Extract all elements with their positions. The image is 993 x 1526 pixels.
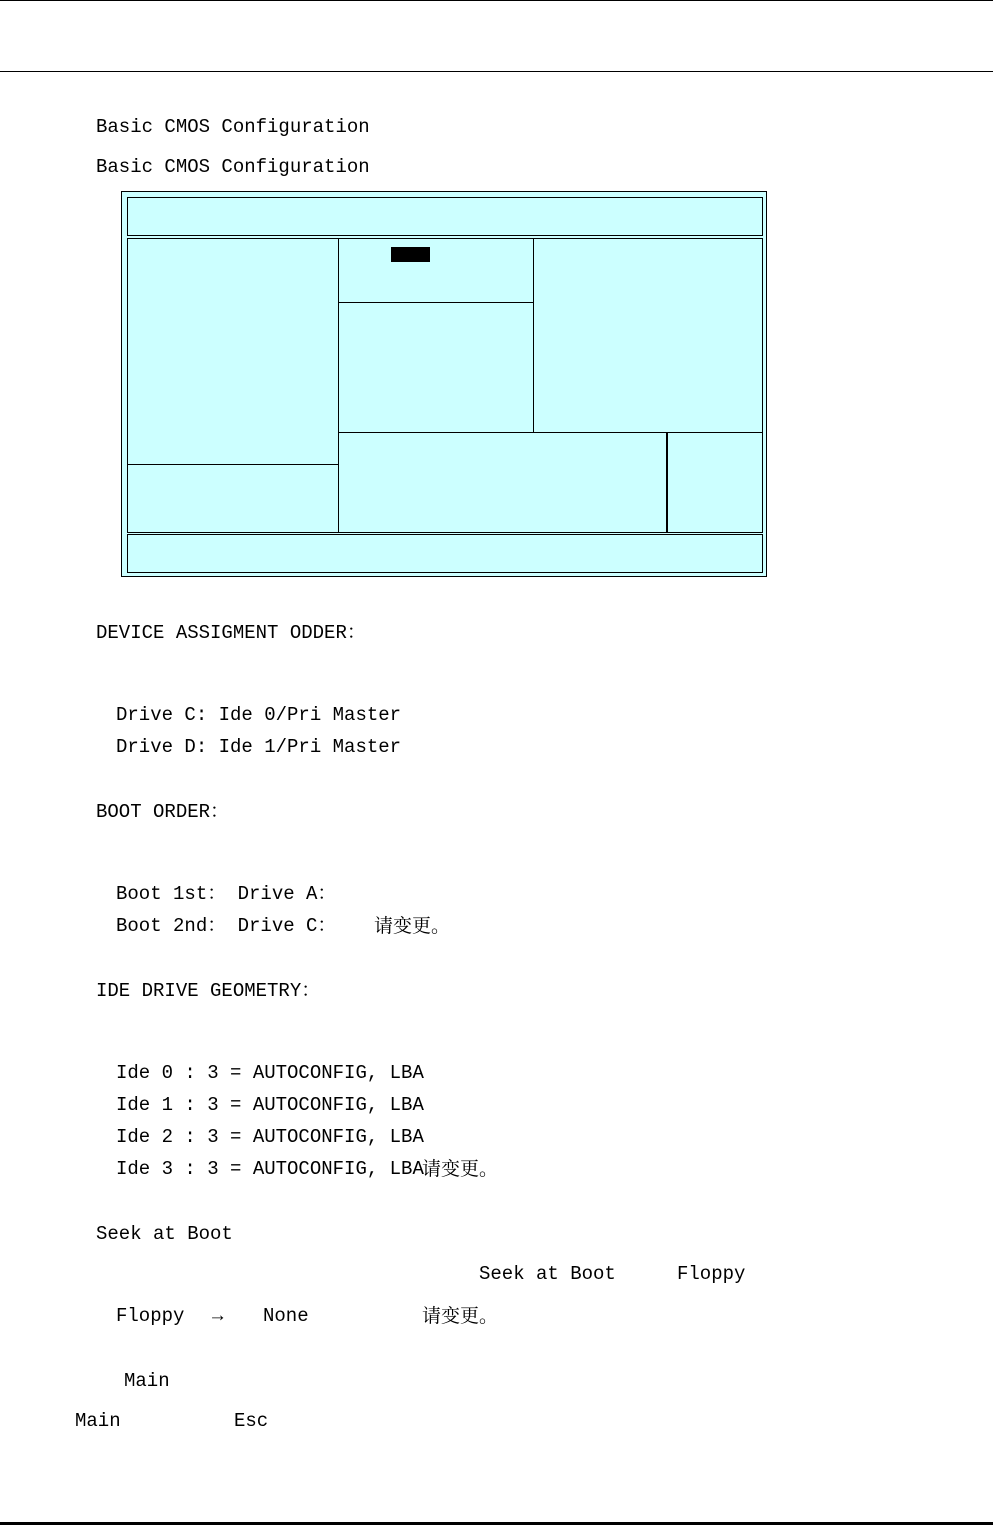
boot-order-note: 请变更。 — [374, 915, 451, 937]
heading-line-1: Basic CMOS Configuration — [96, 116, 370, 138]
heading-line-2: Basic CMOS Configuration — [96, 156, 370, 178]
device-assignment-label: DEVICE ASSIGMENT ODDER： — [96, 622, 366, 644]
boot-order-label: BOOT ORDER： — [96, 801, 230, 823]
bios-status-bar — [127, 534, 763, 573]
ide-geometry-note: 请变更。 — [422, 1158, 499, 1180]
device-assignment-item: Drive D: Ide 1/Pri Master — [116, 736, 402, 758]
device-assignment-item: Drive C: Ide 0/Pri Master — [116, 704, 402, 726]
seek-at-boot-note: 请变更。 — [422, 1305, 499, 1327]
header-rule — [0, 71, 993, 72]
boot-order-item: Boot 2nd： Drive C： — [116, 915, 337, 937]
bios-divider-lower-horizontal — [339, 432, 762, 433]
bios-selection-cursor — [391, 247, 430, 262]
ide-geometry-label: IDE DRIVE GEOMETRY： — [96, 980, 321, 1002]
ide-geometry-item: Ide 0 : 3 = AUTOCONFIG, LBA — [116, 1062, 424, 1084]
bios-divider-middle-horizontal — [339, 302, 533, 303]
right-arrow-icon: → — [212, 1305, 224, 1327]
seek-at-boot-to: None — [263, 1305, 309, 1327]
bios-divider-middle-column — [533, 239, 534, 433]
bios-divider-left-column — [338, 239, 339, 532]
ide-geometry-item: Ide 3 : 3 = AUTOCONFIG, LBA — [116, 1158, 424, 1180]
seek-at-boot-ref-value: Floppy — [677, 1263, 746, 1285]
bios-divider-left-horizontal — [128, 464, 338, 465]
esc-key-label: Esc — [234, 1410, 269, 1432]
seek-at-boot-label: Seek at Boot — [96, 1223, 233, 1245]
main-label: Main — [124, 1370, 170, 1392]
bios-divider-lower-right-column — [666, 433, 668, 532]
ide-geometry-item: Ide 2 : 3 = AUTOCONFIG, LBA — [116, 1126, 424, 1148]
boot-order-item: Boot 1st： Drive A： — [116, 883, 337, 905]
ide-geometry-item: Ide 1 : 3 = AUTOCONFIG, LBA — [116, 1094, 424, 1116]
bios-screen-diagram — [121, 191, 767, 577]
bottom-rule — [0, 1522, 993, 1525]
bios-title-bar — [127, 197, 763, 236]
top-rule — [0, 0, 993, 1]
main-label-2: Main — [75, 1410, 121, 1432]
seek-at-boot-from: Floppy — [116, 1305, 185, 1327]
seek-at-boot-ref-label: Seek at Boot — [479, 1263, 616, 1285]
